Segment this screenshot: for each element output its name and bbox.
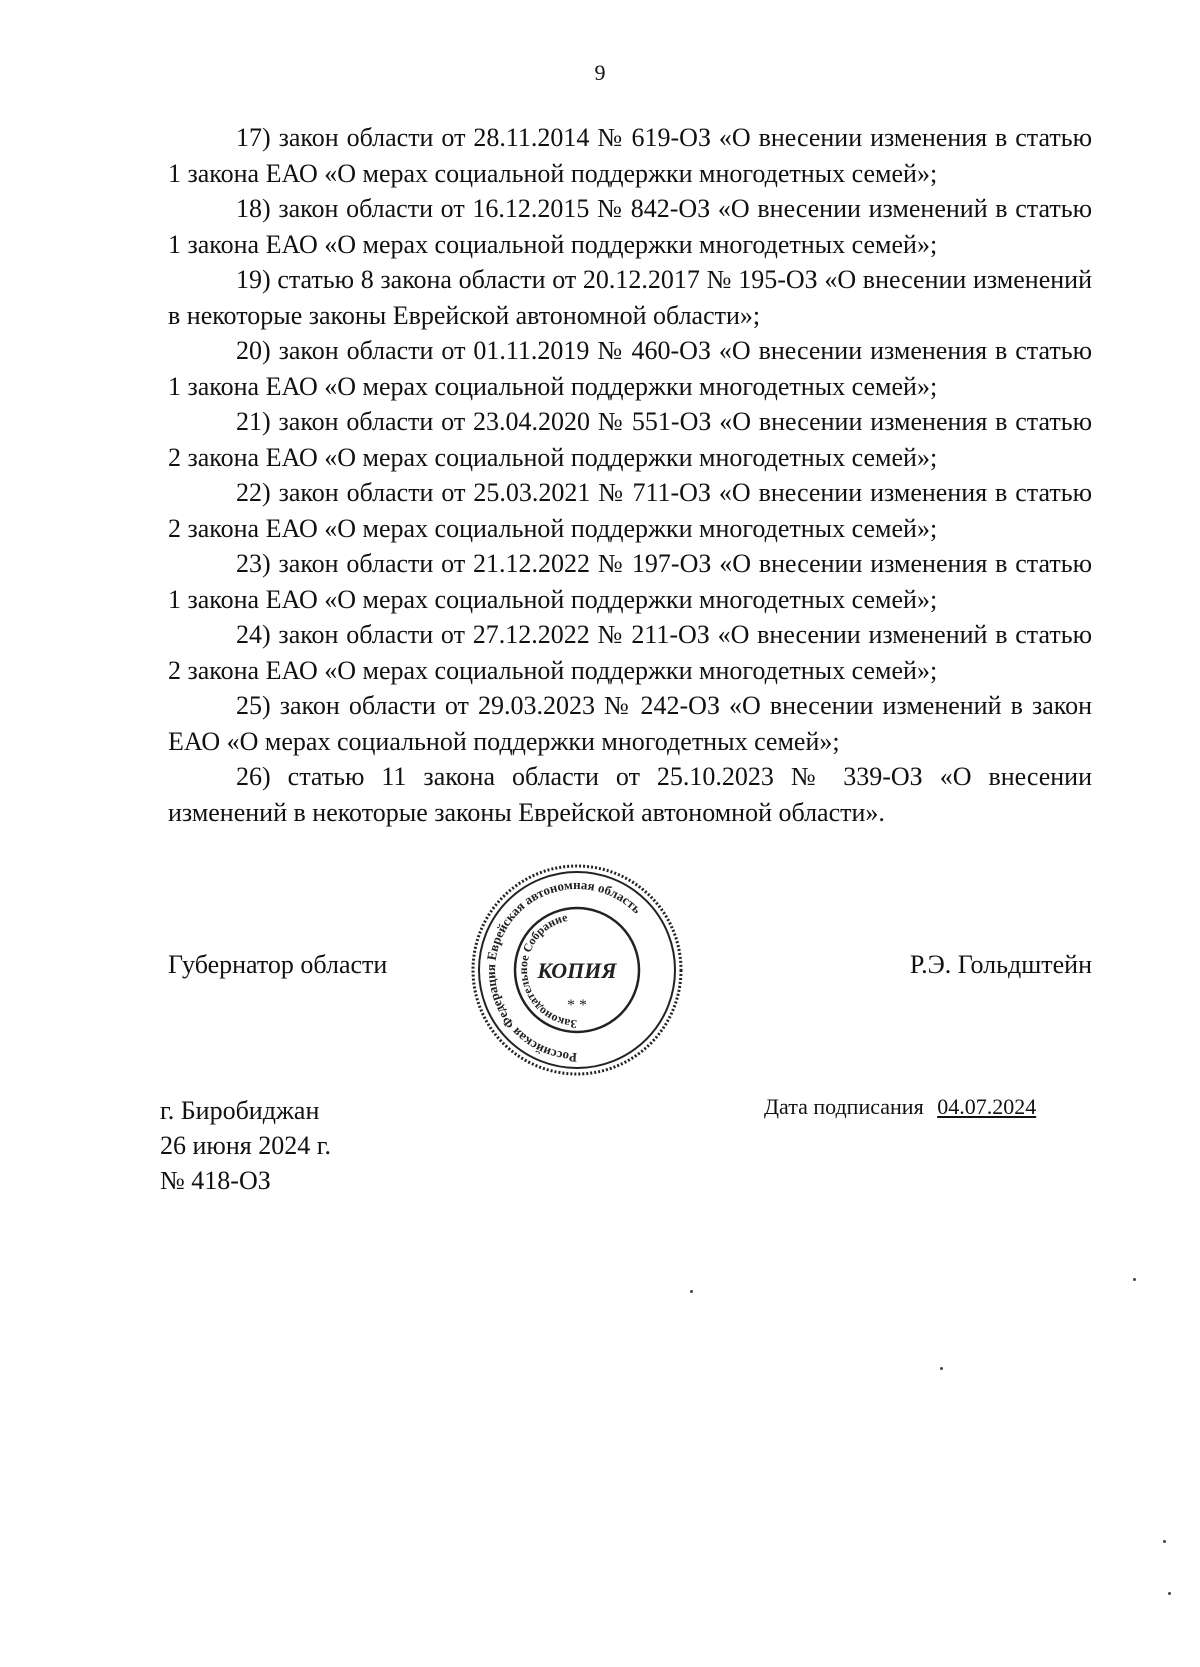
law-list: [168, 120, 1092, 830]
signing-date-label: Дата подписания: [764, 1094, 924, 1119]
list-item: 17) закон области от 28.11.2014 № 619-ОЗ «О внесении изменения в статью 1 закона ЕАО «О мерах социальной поддержки многодетных семей»;: [168, 123, 1092, 188]
stamp-stars: * *: [567, 997, 587, 1014]
governor-title: Губернатор области: [168, 950, 388, 979]
list-item: 19) статью 8 закона области от 20.12.2017 № 195-ОЗ «О внесении изменений в некоторые законы Еврейской автономной области»;: [168, 265, 1092, 330]
list-item: 21) закон области от 23.04.2020 № 551-ОЗ «О внесении изменения в статью 2 закона ЕАО «О мерах социальной поддержки многодетных семей»;: [168, 407, 1092, 472]
official-stamp: [462, 860, 692, 1080]
signing-date-value: 04.07.2024: [937, 1094, 1037, 1119]
signature-block: [0, 860, 1200, 1080]
scan-speck: [1133, 1278, 1136, 1281]
stamp-outer-text: Российская Федерация Еврейская автономная область: [482, 876, 645, 1066]
list-item: 18) закон области от 16.12.2015 № 842-ОЗ «О внесении изменений в статью 1 закона ЕАО «О мерах социальной поддержки многодетных семей»;: [168, 194, 1092, 259]
stamp-center-text: КОПИЯ: [537, 958, 617, 983]
list-item: 26) статью 11 закона области от 25.10.2023 № 339-ОЗ «О внесении изменений в некоторые законы Еврейской автономной области».: [168, 762, 1092, 827]
document-details: [160, 1093, 331, 1198]
signing-date-block: [764, 1094, 1036, 1120]
list-item: 20) закон области от 01.11.2019 № 460-ОЗ «О внесении изменения в статью 1 закона ЕАО «О мерах социальной поддержки многодетных семей»;: [168, 336, 1092, 401]
law-number: № 418-ОЗ: [160, 1166, 271, 1195]
list-item: 24) закон области от 27.12.2022 № 211-ОЗ «О внесении изменений в статью 2 закона ЕАО «О мерах социальной поддержки многодетных семей»;: [168, 620, 1092, 685]
list-item: 25) закон области от 29.03.2023 № 242-ОЗ «О внесении изменений в закон ЕАО «О мерах социальной поддержки многодетных семей»;: [168, 691, 1092, 756]
scan-speck: [1163, 1540, 1166, 1543]
scan-speck: [1168, 1592, 1171, 1595]
list-item: 22) закон области от 25.03.2021 № 711-ОЗ «О внесении изменения в статью 2 закона ЕАО «О мерах социальной поддержки многодетных семей»;: [168, 478, 1092, 543]
scan-speck: [690, 1290, 693, 1293]
governor-name: Р.Э. Гольдштейн: [909, 950, 1092, 979]
city: г. Биробиджан: [160, 1096, 320, 1125]
page-number: 9: [594, 60, 606, 85]
scan-speck: [940, 1367, 943, 1370]
stamp-inner-text: Законодательное Собрание: [515, 910, 578, 1032]
adoption-date: 26 июня 2024 г.: [160, 1131, 331, 1160]
list-item: 23) закон области от 21.12.2022 № 197-ОЗ «О внесении изменения в статью 1 закона ЕАО «О мерах социальной поддержки многодетных семей»;: [168, 549, 1092, 614]
